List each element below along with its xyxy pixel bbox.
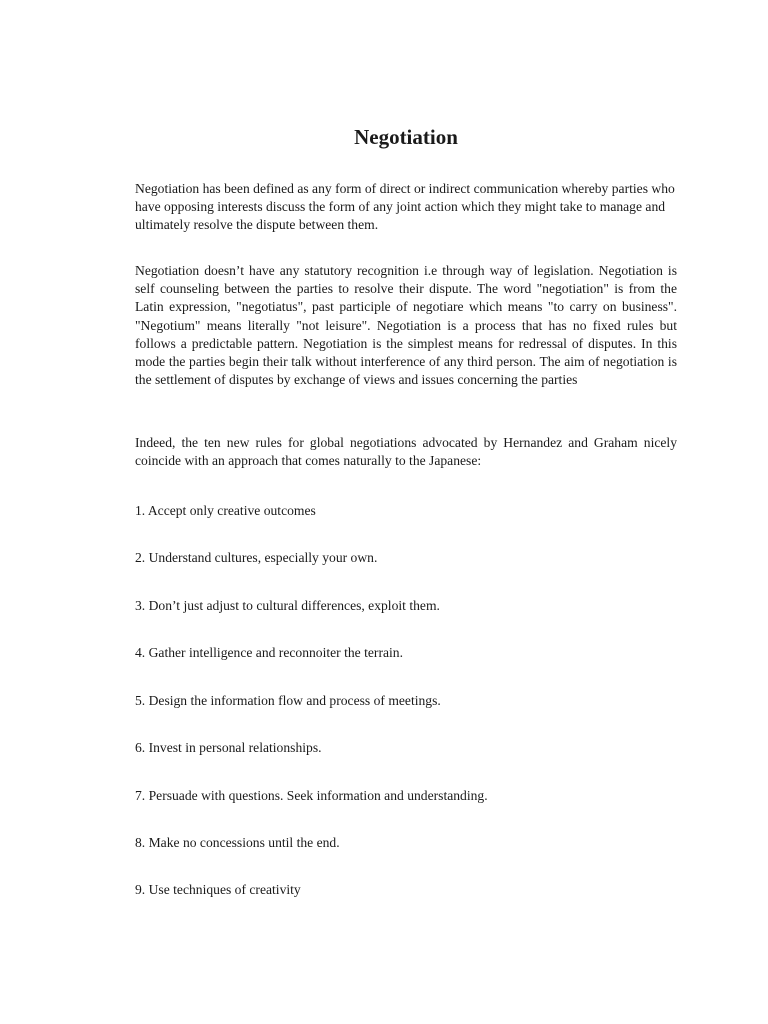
paragraph-statutory: Negotiation doesn’t have any statutory recognition i.e through way of legislation. Negotiation is self counseling between the parties to resolve their dispute. The word "negotiation" is from the Latin expression, "negotiatus", past participle of negotiare which means "to carry on business". "Negotium" means literally "not leisure". Negotiation is a process that has no fixed rules but follows a predictable pattern. Negotiation is the simplest means for redressal of disputes. In this mode the parties begin their talk without interference of any third person. The aim of negotiation is the settlement of disputes by exchange of views and issues concerning the parties xyxy=(135,263,677,388)
page-title: Negotiation xyxy=(354,125,458,149)
paragraph-definition: Negotiation has been defined as any form of direct or indirect communication whereby parties who have opposing interests discuss the form of any joint action which they might take to manage and ultimately resolve the dispute between them. xyxy=(135,181,675,233)
rule-item-3: 3. Don’t just adjust to cultural differences, exploit them. xyxy=(135,598,440,613)
rule-item-1: 1. Accept only creative outcomes xyxy=(135,503,316,518)
rule-item-4: 4. Gather intelligence and reconnoiter the terrain. xyxy=(135,645,403,660)
rule-item-5: 5. Design the information flow and process of meetings. xyxy=(135,693,441,708)
rule-item-8: 8. Make no concessions until the end. xyxy=(135,835,340,850)
rule-item-2: 2. Understand cultures, especially your own. xyxy=(135,550,378,565)
rule-item-9: 9. Use techniques of creativity xyxy=(135,882,301,897)
rule-item-7: 7. Persuade with questions. Seek information and understanding. xyxy=(135,788,488,803)
rule-item-6: 6. Invest in personal relationships. xyxy=(135,740,322,755)
paragraph-rules-intro: Indeed, the ten new rules for global negotiations advocated by Hernandez and Graham nicely coincide with an approach that comes naturally to the Japanese: xyxy=(135,435,677,469)
